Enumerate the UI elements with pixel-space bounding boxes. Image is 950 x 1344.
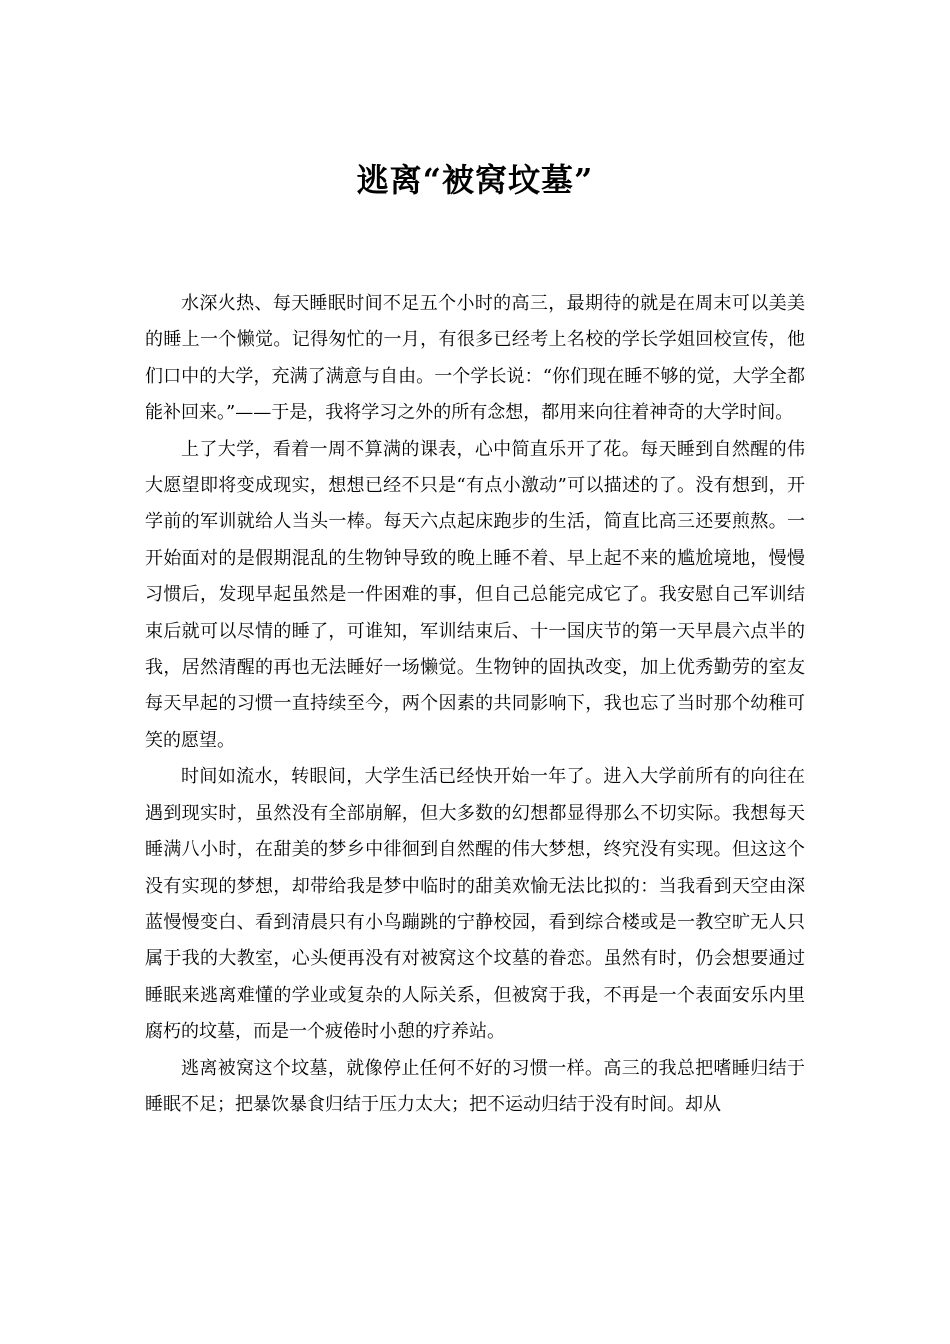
- document-title: 逃离“被窝坟墓”: [356, 161, 594, 199]
- paragraph-4: 逃离被窝这个坟墓，就像停止任何不好的习惯一样。高三的我总把嗜睡归结于睡眠不足；把暴饮暴食归结于压力太大；把不运动归结于没有时间。却从: [145, 1057, 805, 1115]
- paragraph-1: 水深火热、每天睡眠时间不足五个小时的高三，最期待的就是在周末可以美美的睡上一个懒觉。记得匆忙的一月，有很多已经考上名校的学长学姐回校宣传，他们口中的大学，充满了满意与自由。一个学长说：“你们现在睡不够的觉，大学全都能补回来。”——于是，我将学习之外的所有念想，都用来向往着神奇的大学时间。: [145, 293, 805, 424]
- document-body: [145, 286, 805, 1123]
- paragraph-3: 时间如流水，转眼间，大学生活已经快开始一年了。进入大学前所有的向往在遇到现实时，虽然没有全部崩解，但大多数的幻想都显得那么不切实际。我想每天睡满八小时，在甜美的梦乡中徘徊到自然醒的伟大梦想，终究没有实现。但这这个没有实现的梦想，却带给我是梦中临时的甜美欢愉无法比拟的：当我看到天空由深蓝慢慢变白、看到清晨只有小鸟蹦跳的宁静校园，看到综合楼或是一教空旷无人只属于我的大教室，心头便再没有对被窝这个坟墓的眷恋。虽然有时，仍会想要通过睡眠来逃离难懂的学业或复杂的人际关系，但被窝于我，不再是一个表面安乐内里腐朽的坟墓，而是一个疲倦时小憩的疗养站。: [145, 766, 805, 1043]
- paragraph-2: 上了大学，看着一周不算满的课表，心中简直乐开了花。每天睡到自然醒的伟大愿望即将变成现实，想想已经不只是“有点小激动”可以描述的了。没有想到，开学前的军训就给人当头一棒。每天六点起床跑步的生活，简直比高三还要煎熬。一开始面对的是假期混乱的生物钟导致的晚上睡不着、早上起不来的尴尬境地，慢慢习惯后，发现早起虽然是一件困难的事，但自己总能完成它了。我安慰自己军训结束后就可以尽情的睡了，可谁知，军训结束后、十一国庆节的第一天早晨六点半的我，居然清醒的再也无法睡好一场懒觉。生物钟的固执改变，加上优秀勤劳的室友每天早起的习惯一直持续至今，两个因素的共同影响下，我也忘了当时那个幼稚可笑的愿望。: [145, 438, 805, 751]
